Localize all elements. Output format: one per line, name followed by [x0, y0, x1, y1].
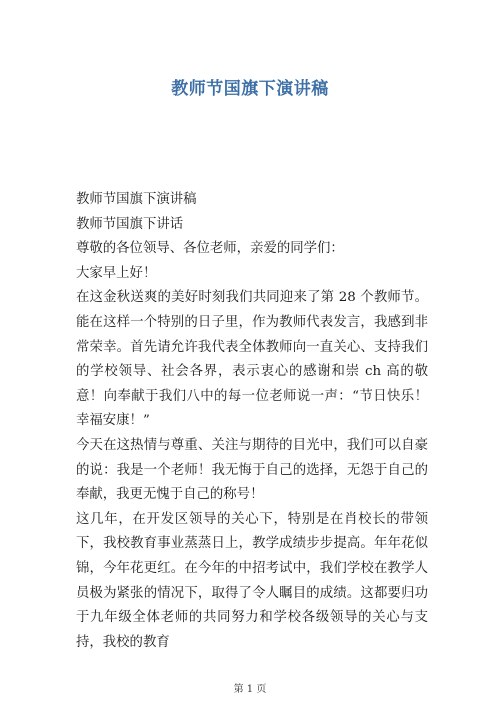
page-number: 第 1 页 [233, 684, 267, 695]
paragraph: 大家早上好！ [76, 265, 157, 281]
paragraph: 尊敬的各位领导、各位老师，亲爱的同学们： [76, 241, 344, 257]
paragraph: 教师节国旗下演讲稿 [76, 192, 197, 207]
paragraph: 这几年，在开发区领导的关心下，特别是在肖校长的带领下，我校教育事业蒸蒸日上，教学成绩步步提高。年年花似锦，今年花更红。在今年的中招考试中，我们学校在教学人员极为紧张的情况下，取得了令人瞩目的成绩。这都要归功于九年级全体老师的共同努力和学校各级领导的关心与支持，我校的教育 [76, 511, 428, 650]
document-body [76, 188, 428, 655]
paragraph: 今天在这热情与尊重、关注与期待的目光中，我们可以自豪的说：我是一个老师！我无悔于自己的选择，无怨于自己的奉献，我更无愧于自己的称号！ [76, 437, 428, 503]
paragraph: 在这金秋送爽的美好时刻我们共同迎来了第 28 个教师节。能在这样一个特别的日子里，作为教师代表发言，我感到非常荣幸。首先请允许我代表全体教师向一直关心、支持我们的学校领导、社会各界，表示衷心的感谢和崇 ch 高的敬意！向奉献于我们八中的每一位老师说一声：“节日快乐！幸福安康！” [76, 290, 428, 429]
page-title: 教师节国旗下演讲稿 [171, 79, 329, 99]
paragraph: 教师节国旗下讲话 [76, 216, 184, 232]
